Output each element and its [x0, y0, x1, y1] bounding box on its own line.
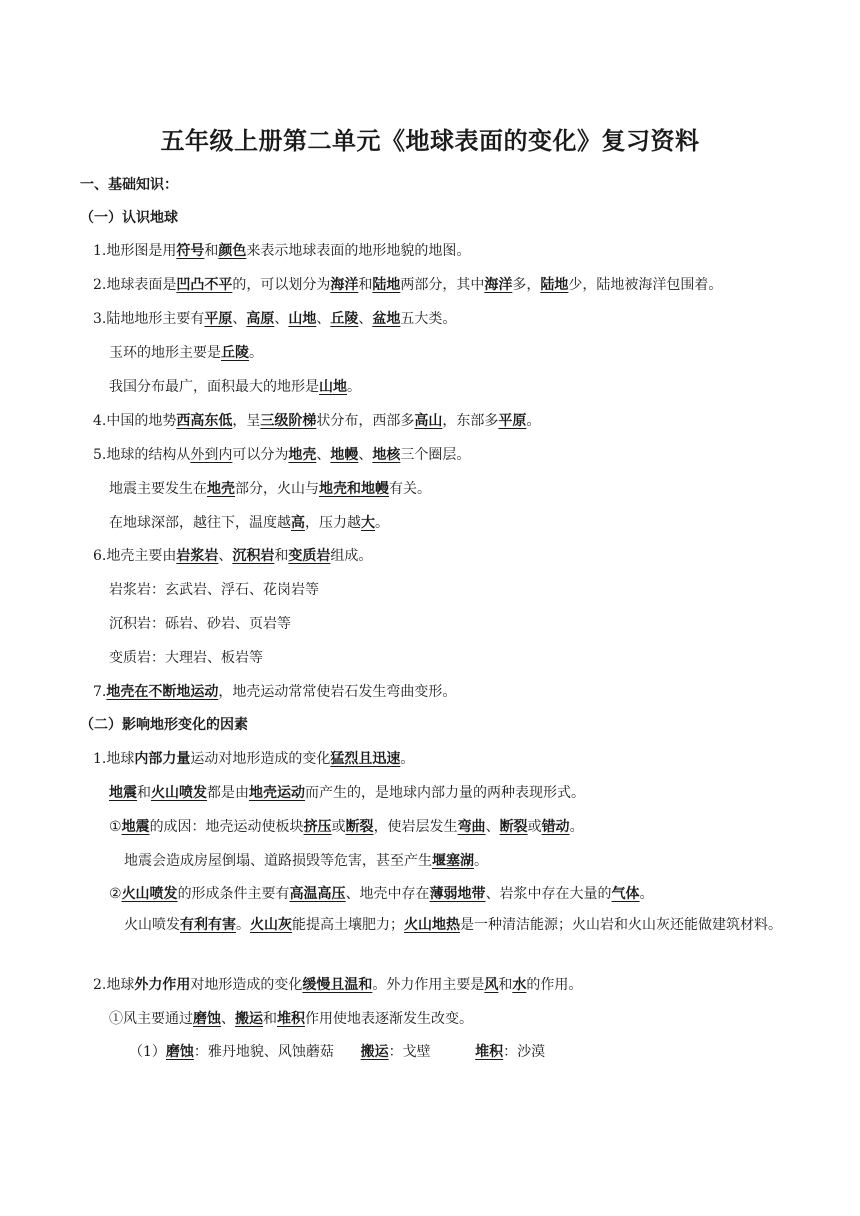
key-term: 地壳: [288, 447, 317, 463]
text-run: 而产生的，是地球内部力量的两种表现形式。: [305, 785, 585, 801]
key-term: 地壳和地幔: [319, 481, 389, 497]
key-term: 变质岩: [288, 548, 331, 564]
text-run: ，使岩层发生: [373, 819, 458, 835]
paragraph-internal-force: [93, 750, 414, 768]
text-run: 的形成条件主要有: [177, 886, 290, 902]
key-term: 地核: [372, 447, 401, 463]
text-run: 。: [526, 413, 541, 429]
key-term: 薄弱地带: [429, 886, 486, 902]
text-run: 、: [274, 311, 289, 327]
text-run: 地震主要发生在: [109, 481, 207, 497]
text-run: 、: [485, 819, 500, 835]
text-run: ：沙漠: [503, 1044, 546, 1060]
key-term: 错动: [541, 819, 570, 835]
text-run: 7.: [93, 684, 107, 700]
key-term: 地壳运动: [249, 785, 305, 801]
paragraph-2: [93, 276, 722, 294]
text-run: 1.地球: [93, 751, 135, 767]
key-term: 搬运: [235, 1011, 263, 1027]
key-term: 风: [484, 977, 499, 993]
text-run: 1.地形图是用: [93, 243, 177, 259]
subsection-heading-factors: [80, 716, 248, 734]
key-term: 堆积: [277, 1011, 305, 1027]
paragraph-7: [93, 683, 456, 701]
text-run: 和: [498, 977, 513, 993]
text-run: ①风主要通过: [109, 1011, 193, 1027]
text-run: 能提高土壤肥力；: [292, 917, 404, 933]
key-term: 搬运: [360, 1044, 389, 1060]
text-run: 三个圈层。: [400, 447, 471, 463]
text-run: ①: [109, 819, 122, 835]
key-term: 山地: [319, 379, 347, 395]
key-term: 沉积岩: [232, 548, 275, 564]
text-run: ，呈: [232, 413, 261, 429]
key-term: 盆地: [372, 311, 401, 327]
key-term: 山地: [288, 311, 317, 327]
text-run: 和: [137, 785, 151, 801]
text-run: 的，可以划分为: [232, 277, 331, 293]
text-run: 玉环的地形主要是: [109, 345, 221, 361]
text-run: 。: [249, 345, 263, 361]
text-run: 、: [316, 311, 331, 327]
text-run: [334, 1044, 361, 1060]
key-term: 大: [361, 515, 375, 531]
bold-text: 内部力量: [134, 751, 191, 767]
key-term: 丘陵: [330, 311, 359, 327]
key-term: 高: [291, 515, 305, 531]
bold-text: （一）认识地球: [80, 210, 178, 226]
text-run: 变质岩：大理岩、板岩等: [109, 650, 263, 666]
text-run: 。: [400, 751, 415, 767]
text-run: 和: [263, 1011, 277, 1027]
text-run: 少，陆地被海洋包围着。: [568, 277, 723, 293]
key-term: 火山地热: [404, 917, 460, 933]
key-term: 断裂: [499, 819, 528, 835]
key-term: 颜色: [218, 243, 247, 259]
key-term: 地壳: [207, 481, 235, 497]
key-term: 堰塞湖: [432, 853, 474, 869]
key-term: 陆地: [372, 277, 401, 293]
text-run: 6.地壳主要由: [93, 548, 177, 564]
paragraph-external-force: [93, 976, 582, 994]
document-title: 五年级上册第二单元《地球表面的变化》复习资料: [160, 126, 700, 155]
text-run: 、岩浆中存在大量的: [485, 886, 612, 902]
text-run: 或: [331, 819, 346, 835]
text-run: 组成。: [330, 548, 373, 564]
paragraph-4: [93, 412, 540, 430]
key-term: 磨蚀: [193, 1011, 221, 1027]
text-run: ，地壳运动常常使岩石发生弯曲变形。: [218, 684, 457, 700]
key-term: 岩浆岩: [176, 548, 219, 564]
text-run: 、: [358, 311, 373, 327]
key-term: 火山喷发: [121, 886, 178, 902]
key-term: 水: [512, 977, 527, 993]
key-term: 火山喷发: [151, 785, 207, 801]
key-term: 有利有害: [180, 917, 236, 933]
item-wind-examples: [129, 1043, 545, 1061]
text-run: 、地壳中存在: [345, 886, 430, 902]
text-run: 、: [218, 548, 233, 564]
key-term: 海洋: [330, 277, 359, 293]
text-run: 4.中国的地势: [93, 413, 177, 429]
key-term: 断裂: [345, 819, 374, 835]
paragraph-6: [93, 547, 372, 565]
text-run: 可以分为: [232, 447, 289, 463]
key-term: 高温高压: [289, 886, 346, 902]
key-term: 地震: [109, 785, 137, 801]
text-run: ：戈壁: [388, 1044, 431, 1060]
text-run: 。: [474, 853, 488, 869]
key-term: 弯曲: [457, 819, 486, 835]
key-term: 丘陵: [221, 345, 249, 361]
paragraph-5-note-b: [109, 514, 389, 532]
text-run: 作用使地表逐渐发生改变。: [305, 1011, 473, 1027]
section-heading-basics: [80, 176, 178, 194]
paragraph-3-note-a: [109, 344, 263, 362]
text-run: 。: [375, 515, 389, 531]
paragraph-3-note-b: [109, 378, 361, 396]
rock-type-sedimentary: [109, 615, 291, 633]
text-run: 的成因：地壳运动使板块: [149, 819, 304, 835]
rock-type-metamorphic: [109, 649, 263, 667]
text-run: 。: [639, 886, 654, 902]
text-run: 岩浆岩：玄武岩、浮石、花岗岩等: [109, 582, 319, 598]
text-run: ②: [109, 886, 122, 902]
text-run: 。: [347, 379, 361, 395]
bold-text: （二）影响地形变化的因素: [80, 717, 248, 733]
text-run: 五大类。: [400, 311, 457, 327]
text-run: 都是由: [207, 785, 249, 801]
text-run: 、: [232, 311, 247, 327]
key-term: 高原: [246, 311, 275, 327]
key-term: 三级阶梯: [260, 413, 317, 429]
text-run: 在地球深部，越往下，温度越: [109, 515, 291, 531]
key-term: 挤压: [303, 819, 332, 835]
key-term: 陆地: [540, 277, 569, 293]
item-earthquake-harm: [124, 852, 488, 870]
item-volcano-effects: [124, 914, 804, 937]
bold-text: 外力作用: [134, 977, 191, 993]
rock-type-igneous: [109, 581, 319, 599]
text-run: （1）: [129, 1044, 166, 1060]
text-run: 2.地球: [93, 977, 135, 993]
text-run: 地震会造成房屋倒塌、道路损毁等危害，甚至产生: [124, 853, 432, 869]
text-run: 沉积岩：砾岩、砂岩、页岩等: [109, 616, 291, 632]
text-run: 2.地球表面是: [93, 277, 177, 293]
subsection-heading-know-earth: [80, 209, 178, 227]
item-volcano-conditions: [109, 885, 654, 903]
key-term: 凹凸不平: [176, 277, 233, 293]
key-term: 气体: [611, 886, 640, 902]
key-term: 缓慢且温和: [302, 977, 373, 993]
text-run: 、: [221, 1011, 235, 1027]
paragraph-5: [93, 446, 470, 464]
key-term: 堆积: [475, 1044, 504, 1060]
key-term: 高山: [414, 413, 443, 429]
text-run: 多，: [512, 277, 541, 293]
text-run: 和: [358, 277, 373, 293]
key-term: 火山灰: [250, 917, 292, 933]
item-wind-action: [109, 1010, 473, 1028]
text-run: 。: [236, 917, 250, 933]
text-run: 运动对地形造成的变化: [190, 751, 331, 767]
text-run: ，压力越: [305, 515, 361, 531]
text-run: 、: [316, 447, 331, 463]
text-run: 是一种清洁能源；火山岩和火山灰还能做建筑材料。: [460, 917, 782, 933]
key-term: 磨蚀: [165, 1044, 194, 1060]
text-run: 两部分，其中: [400, 277, 485, 293]
paragraph-1: [93, 242, 470, 260]
paragraph-3: [93, 310, 456, 328]
text-run: 部分，火山与: [235, 481, 319, 497]
text-run: 火山喷发: [124, 917, 180, 933]
text-run: [431, 1044, 476, 1060]
text-run: 对地形造成的变化: [190, 977, 303, 993]
text-run: 3.陆地地形主要有: [93, 311, 205, 327]
text-run: 、: [358, 447, 373, 463]
text-run: ，东部多: [442, 413, 499, 429]
text-run: 有关。: [389, 481, 431, 497]
key-term: 地幔: [330, 447, 359, 463]
text-run: 5.地球的结构从: [93, 447, 191, 463]
text-run: 。: [569, 819, 584, 835]
key-term: 地壳在不断地运动: [106, 684, 219, 700]
key-term: 符号: [176, 243, 205, 259]
text-run: 的作用。: [526, 977, 583, 993]
key-term: 平原: [498, 413, 527, 429]
paragraph-5-note-a: [109, 480, 431, 498]
text-run: 状分布，西部多: [316, 413, 415, 429]
text-run: 我国分布最广，面积最大的地形是: [109, 379, 319, 395]
key-term: 平原: [204, 311, 233, 327]
key-term: 西高东低: [176, 413, 233, 429]
key-term: 海洋: [484, 277, 513, 293]
text-run: 和: [204, 243, 219, 259]
text-run: 或: [527, 819, 542, 835]
bold-text: 一、基础知识：: [80, 177, 178, 193]
key-term: 猛烈且迅速: [330, 751, 401, 767]
item-earthquake-cause: [109, 818, 584, 836]
text-run: 来表示地球表面的地形地貌的地图。: [246, 243, 471, 259]
text-run: 和: [274, 548, 289, 564]
key-term: 地震: [121, 819, 150, 835]
text-run: 。外力作用主要是: [372, 977, 485, 993]
text-run: ：雅丹地貌、风蚀蘑菇: [193, 1044, 334, 1060]
key-term: 外到内: [190, 447, 233, 463]
paragraph-earthquake-volcano: [109, 784, 585, 802]
